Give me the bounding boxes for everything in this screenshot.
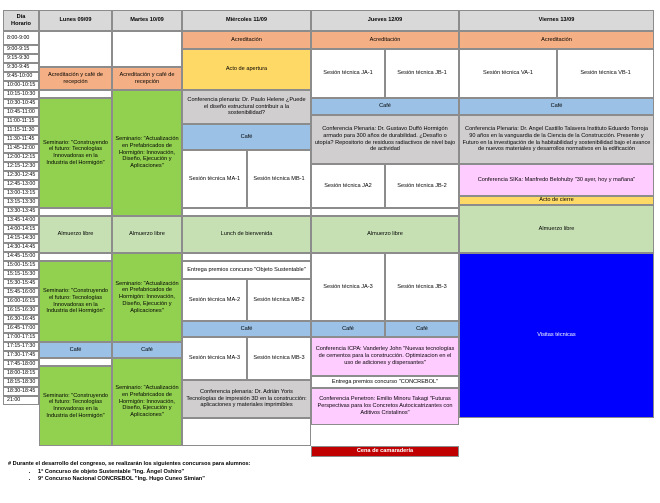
time-slot: 12:15-12:30 <box>3 162 39 171</box>
mon-coffee: Café <box>39 342 112 358</box>
thu-session-jb2: Sesión técnica JB-2 <box>385 164 459 208</box>
time-slot: 12:30-12:45 <box>3 171 39 180</box>
thu-session-ja2: Sesión técnica JA2 <box>311 164 385 208</box>
time-slot: 15:45-16:00 <box>3 288 39 297</box>
fri-technical-visits: Visitas técnicas <box>459 253 654 418</box>
thu-session-jb1: Sesión técnica JB-1 <box>385 49 459 98</box>
mon-seminar-3: Seminario: "Construyendo el futuro: Tecnologías Innovadoras en la Industria del Hormigón" <box>39 366 112 446</box>
time-slot: 12:45-13:00 <box>3 180 39 189</box>
notes <box>8 461 250 484</box>
tue-seminar-3: Seminario: "Actualización en Prefabricados de Hormigón: Innovación, Diseño, Ejecución y Aplicaciones" <box>112 358 182 446</box>
wed-empty-slot <box>182 418 311 446</box>
tue-seminar-1: Seminario: "Actualización en Prefabricados de Hormigón: Innovación, Diseño, Ejecución y Aplicaciones" <box>112 90 182 216</box>
thu-coffee-2a: Café <box>311 321 385 337</box>
time-slot: 21:00 <box>3 396 39 405</box>
time-slot: 14:45-15:00 <box>3 252 39 261</box>
fri-lunch: Almuerzo libre <box>459 205 654 253</box>
time-slot: 14:00-14:15 <box>3 225 39 234</box>
time-slot: 11:45-12:00 <box>3 144 39 153</box>
time-slot: 15:00-15:15 <box>3 261 39 270</box>
tue-lunch: Almuerzo libre <box>112 216 182 253</box>
time-slot: 15:15-15:30 <box>3 270 39 279</box>
wed-session-mb2: Sesión técnica MB-2 <box>247 279 311 321</box>
header-friday: Viernes 13/09 <box>459 10 654 31</box>
time-slot: 10:15-10:30 <box>3 90 39 99</box>
tue-empty-slot <box>112 31 182 67</box>
wed-opening: Acto de apertura <box>182 49 311 90</box>
notes-title: # Durante el desarrollo del congreso, se realizarán los siguientes concursos para alumnos: <box>8 461 251 467</box>
thu-registration: Acreditación <box>311 31 459 49</box>
header-wednesday: Miércoles 11/09 <box>182 10 311 31</box>
time-slot: 9:00-9:15 <box>3 45 39 54</box>
time-slot: 12:00-12:15 <box>3 153 39 162</box>
mon-empty-slot <box>39 208 112 216</box>
wed-coffee-2: Café <box>182 321 311 337</box>
fri-session-va1: Sesión técnica VA-1 <box>459 49 557 98</box>
thu-conference-icpa: Conferencia ICPA: Vanderley John "Nuevas tecnologías de cementos para la construcción. Optimizacion en el uso de adiciones y dispersantes" <box>311 337 459 376</box>
thu-coffee: Café <box>311 98 459 115</box>
mon-empty-slot <box>39 358 112 366</box>
header-tuesday: Martes 10/09 <box>112 10 182 31</box>
time-slot: 10:30-10:45 <box>3 99 39 108</box>
time-slot: 10:45-11:00 <box>3 108 39 117</box>
time-slot: 11:15-11:30 <box>3 126 39 135</box>
fri-plenary: Conferencia Plenaria: Dr. Angel Castillo Talavera Instituto Eduardo Torroja 90 años en la vanguardia de la Ciencia de la Construcción. Presente y Futuro en la investigación de la habitabilidad y sostenibilidad bajo el avance de nuevos materiales y desarrollos normativos en la edificación <box>459 115 654 164</box>
time-slot: 15:30-15:45 <box>3 279 39 288</box>
time-slot: 13:45-14:00 <box>3 216 39 225</box>
tue-coffee: Café <box>112 342 182 358</box>
wed-plenary-1: Conferencia plenaria: Dr. Paulo Helene ¿Puede el diseño estructural contribuir a la sostenibilidad? <box>182 90 311 124</box>
time-slot: 11:30-11:45 <box>3 135 39 144</box>
mon-registration: Acreditación y café de recepción <box>39 67 112 90</box>
thu-session-ja1: Sesión técnica JA-1 <box>311 49 385 98</box>
time-slot: 13:00-13:15 <box>3 189 39 198</box>
thu-session-ja3: Sesión técnica JA-3 <box>311 253 385 321</box>
wed-session-ma2: Sesión técnica MA-2 <box>182 279 247 321</box>
tue-seminar-2: Seminario: "Actualización en Prefabricados de Hormigón: Innovación, Diseño, Ejecución y Aplicaciones" <box>112 253 182 342</box>
header-time: Día Horario <box>3 10 39 31</box>
time-slot: 13:15-13:30 <box>3 198 39 207</box>
wed-lunch: Lunch de bienvenida <box>182 216 311 253</box>
time-slot: 9:30-9:45 <box>3 63 39 72</box>
header-thursday: Jueves 12/09 <box>311 10 459 31</box>
time-slot: 14:15-14:30 <box>3 234 39 243</box>
time-slot: 18:00-18:15 <box>3 369 39 378</box>
time-slot: 13:30-13:45 <box>3 207 39 216</box>
thu-conference-penetron: Conferencia Penetron: Emilio Minoru Takagi "Futuras Perspectivas para los Concretos Autocicatrizantes con Aditivos Cristalinos" <box>311 388 459 425</box>
time-slot: 9:15-9:30 <box>3 54 39 63</box>
time-slot: 17:00-17:15 <box>3 333 39 342</box>
mon-empty-slot <box>39 31 112 67</box>
time-slot: 18:30-18:45 <box>3 387 39 396</box>
fri-closing: Acto de cierre <box>459 196 654 205</box>
header-monday: Lunes 09/09 <box>39 10 112 31</box>
fri-registration: Acreditación <box>459 31 654 49</box>
mon-seminar-2: Seminario: "Construyendo el futuro: Tecnologías Innovadoras en la Industria del Hormigón" <box>39 261 112 342</box>
thu-empty-slot <box>311 208 459 216</box>
time-slot: 16:00-16:15 <box>3 297 39 306</box>
wed-session-mb1: Sesión técnica MB-1 <box>247 150 311 208</box>
tue-registration: Acreditación y café de recepción <box>112 67 182 90</box>
thu-awards: Entrega premios concurso "CONCREBOL" <box>311 376 459 388</box>
mon-lunch: Almuerzo libre <box>39 216 112 253</box>
mon-seminar-1: Seminario: "Construyendo el futuro: Tecnologías Innovadoras en la Industria del Hormigón" <box>39 98 112 208</box>
mon-empty-slot <box>39 90 112 98</box>
wed-plenary-2: Conferencia plenaria: Dr. Adrián Yoris Tecnologías de impresión 3D en la construcción: aplicaciones y materiales imprimibles <box>182 380 311 418</box>
time-slot: 18:15-18:30 <box>3 378 39 387</box>
time-slot: 9:45-10:00 <box>3 72 39 81</box>
time-slot: 16:15-16:30 <box>3 306 39 315</box>
time-slot: 17:15-17:30 <box>3 342 39 351</box>
fri-coffee: Café <box>459 98 654 115</box>
time-slot: 17:30-17:45 <box>3 351 39 360</box>
time-slot: 10:00-10:15 <box>3 81 39 90</box>
time-slot: 16:30-16:45 <box>3 315 39 324</box>
wed-session-ma1: Sesión técnica MA-1 <box>182 150 247 208</box>
thu-dinner: Cena de camaradería <box>311 446 459 457</box>
wed-coffee: Café <box>182 124 311 150</box>
notes-item: • 9° Concurso Nacional CONCREBOL "Ing. Hugo Cuneo Simian" <box>38 476 250 484</box>
thu-session-jb3: Sesión técnica JB-3 <box>385 253 459 321</box>
notes-item: • 1° Concurso de objeto Sustentable "Ing. Ángel Oshiro" <box>38 469 250 477</box>
time-slot: 17:45-18:00 <box>3 360 39 369</box>
thu-lunch: Almuerzo libre <box>311 216 459 253</box>
time-slot: 8:00-9:00 <box>3 31 39 45</box>
fri-conference-sika: Conferencia SIKa: Manfredo Belohuby "30 ayer, hoy y mañana" <box>459 164 654 196</box>
thu-plenary: Conferencia Plenaria: Dr. Gustavo Duffó Hormigón armado para 300 años de durabilidad. ¿Desafío o utopía? Repositorio de residuos radiactivos de nivel bajo de actividad <box>311 115 459 164</box>
fri-session-vb1: Sesión técnica VB-1 <box>557 49 654 98</box>
mon-empty-slot <box>39 253 112 261</box>
wed-awards: Entrega premios concurso "Objeto Sustentable" <box>182 261 311 279</box>
wed-empty-slot <box>182 208 311 216</box>
thu-coffee-2b: Café <box>385 321 459 337</box>
wed-session-mb3: Sesión técnica MB-3 <box>247 337 311 380</box>
wed-session-ma3: Sesión técnica MA-3 <box>182 337 247 380</box>
wed-empty-slot <box>182 253 311 261</box>
wed-registration: Acreditación <box>182 31 311 49</box>
time-slot: 14:30-14:45 <box>3 243 39 252</box>
time-slot: 11:00-11:15 <box>3 117 39 126</box>
time-slot: 16:45-17:00 <box>3 324 39 333</box>
